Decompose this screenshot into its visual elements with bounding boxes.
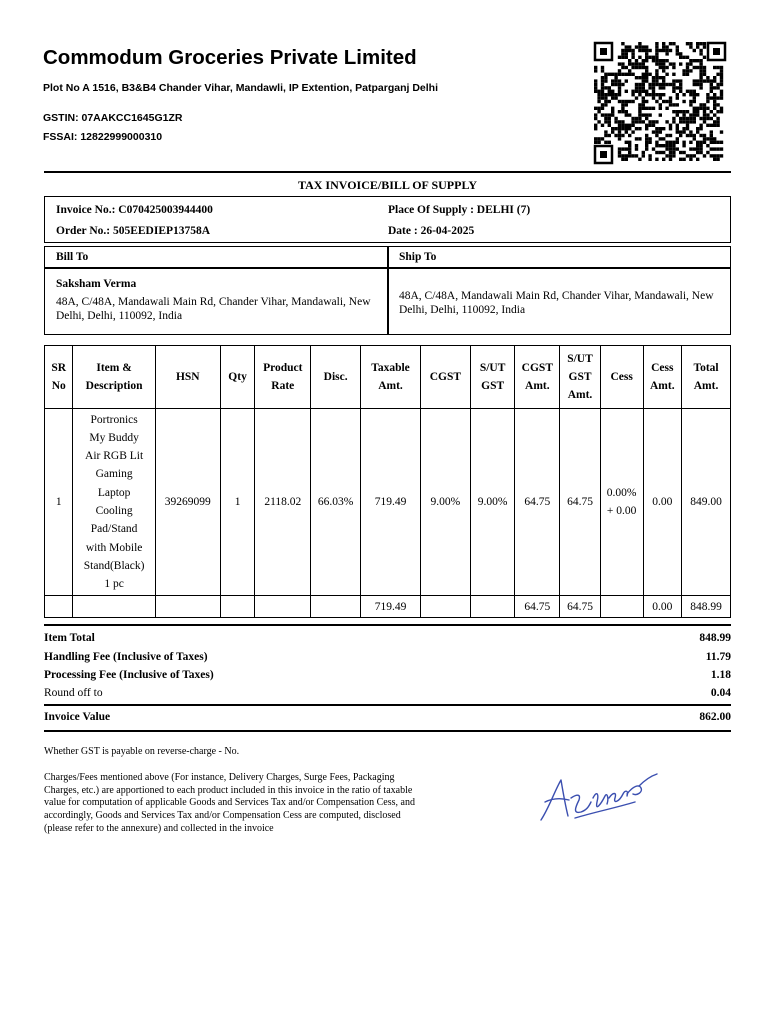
totals-empty-item [73,596,155,618]
totals-sgst-amt: 64.75 [560,596,601,618]
items-table [44,345,731,618]
cell-rate: 2118.02 [255,409,311,596]
charges-note [44,772,484,836]
reverse-charge-note: Whether GST is payable on reverse-charge - No. [44,746,240,757]
cell-total: 849.00 [682,409,731,596]
cell-sr: 1 [45,409,73,596]
totals-empty-cess [600,596,643,618]
processing-fee-label: Processing Fee (Inclusive of Taxes) [44,669,214,681]
col-item: Item & Description [73,346,155,409]
totals-empty-disc [311,596,361,618]
col-taxable: Taxable Amt. [361,346,421,409]
invoice-number: Invoice No.: C070425003944400 [56,204,213,216]
bill-to-address: 48A, C/48A, Mandawali Main Rd, Chander Vihar, Mandawali, New Delhi, Delhi, 110092, India [56,296,371,322]
table-totals-row [45,596,731,618]
handling-fee-label: Handling Fee (Inclusive of Taxes) [44,651,208,663]
customer-name: Saksham Verma [56,278,137,290]
table-header-row [45,346,731,409]
summary-top-rule [44,624,731,626]
cell-cess-amt: 0.00 [643,409,682,596]
handling-fee-value: 11.79 [705,651,731,663]
col-disc: Disc. [311,346,361,409]
totals-empty-sr [45,596,73,618]
table-row [45,409,731,596]
ship-to-heading: Ship To [399,251,437,263]
col-cgst: CGST [420,346,470,409]
col-cess: Cess [600,346,643,409]
totals-empty-rate [255,596,311,618]
header-divider [44,171,731,173]
invoice-value-amount: 862.00 [699,711,731,723]
col-sr: SR No [45,346,73,409]
totals-empty-sgst [470,596,515,618]
invoice-value-top-rule [44,704,731,706]
cell-cess: 0.00% + 0.00 [600,409,643,596]
qr-code-icon [592,40,728,166]
place-of-supply: Place Of Supply : DELHI (7) [388,204,531,216]
cell-cgst: 9.00% [420,409,470,596]
invoice-date: Date : 26-04-2025 [388,225,475,237]
round-off-value: 0.04 [710,687,731,699]
totals-cess-amt: 0.00 [643,596,682,618]
charges-note-line: accordingly, Goods and Services Tax and/or Compensation Cess are computed, disclosed [44,810,401,822]
cell-description: Portronics My Buddy Air RGB Lit Gaming Laptop Cooling Pad/Stand with Mobile Stand(Black) 1 pc [73,409,155,596]
fssai: FSSAI: 12822999000310 [43,131,163,143]
col-total: Total Amt. [682,346,731,409]
round-off-label: Round off to [44,687,103,699]
totals-empty-hsn [155,596,220,618]
company-address: Plot No A 1516, B3&B4 Chander Vihar, Mandawli, IP Extention, Patparganj Delhi [43,82,439,94]
cell-taxable: 719.49 [361,409,421,596]
col-cgst-amt: CGST Amt. [515,346,560,409]
totals-taxable: 719.49 [361,596,421,618]
charges-note-line: Charges, etc.) are apportioned to each product included in this invoice in the ratio of taxable [44,784,413,796]
cell-cgst-amt: 64.75 [515,409,560,596]
bill-to-heading: Bill To [56,251,89,263]
document-title: TAX INVOICE/BILL OF SUPPLY [297,178,478,192]
cell-hsn: 39269099 [155,409,220,596]
col-sgst-amt: S/UT GST Amt. [560,346,601,409]
totals-empty-cgst [420,596,470,618]
ship-to-address: 48A, C/48A, Mandawali Main Rd, Chander Vihar, Mandawali, New Delhi, Delhi, 110092, India [399,290,714,316]
charges-note-line: value for computation of applicable Goods and Services Tax and/or Compensation Cess, and [44,797,415,809]
cell-qty: 1 [220,409,255,596]
totals-total: 848.99 [682,596,731,618]
gstin: GSTIN: 07AAKCC1645G1ZR [43,112,183,124]
cell-sgst: 9.00% [470,409,515,596]
invoice-value-label: Invoice Value [44,711,111,723]
totals-cgst-amt: 64.75 [515,596,560,618]
cell-sgst-amt: 64.75 [560,409,601,596]
processing-fee-value: 1.18 [710,669,731,681]
col-hsn: HSN [155,346,220,409]
item-total-label: Item Total [44,632,95,644]
item-total-value: 848.99 [699,632,731,644]
cell-disc: 66.03% [311,409,361,596]
order-number: Order No.: 505EEDIEP13758A [56,225,211,237]
col-rate: Product Rate [255,346,311,409]
charges-note-line: (please refer to the annexure) and collected in the invoice [44,822,274,834]
col-cess-amt: Cess Amt. [643,346,682,409]
signature-icon [535,768,665,828]
totals-empty-qty [220,596,255,618]
company-name: Commodum Groceries Private Limited [43,46,417,69]
invoice-value-bottom-rule [44,730,731,732]
col-sgst: S/UT GST [470,346,515,409]
charges-note-line: Charges/Fees mentioned above (For instance, Delivery Charges, Surge Fees, Packaging [44,772,395,783]
col-qty: Qty [220,346,255,409]
